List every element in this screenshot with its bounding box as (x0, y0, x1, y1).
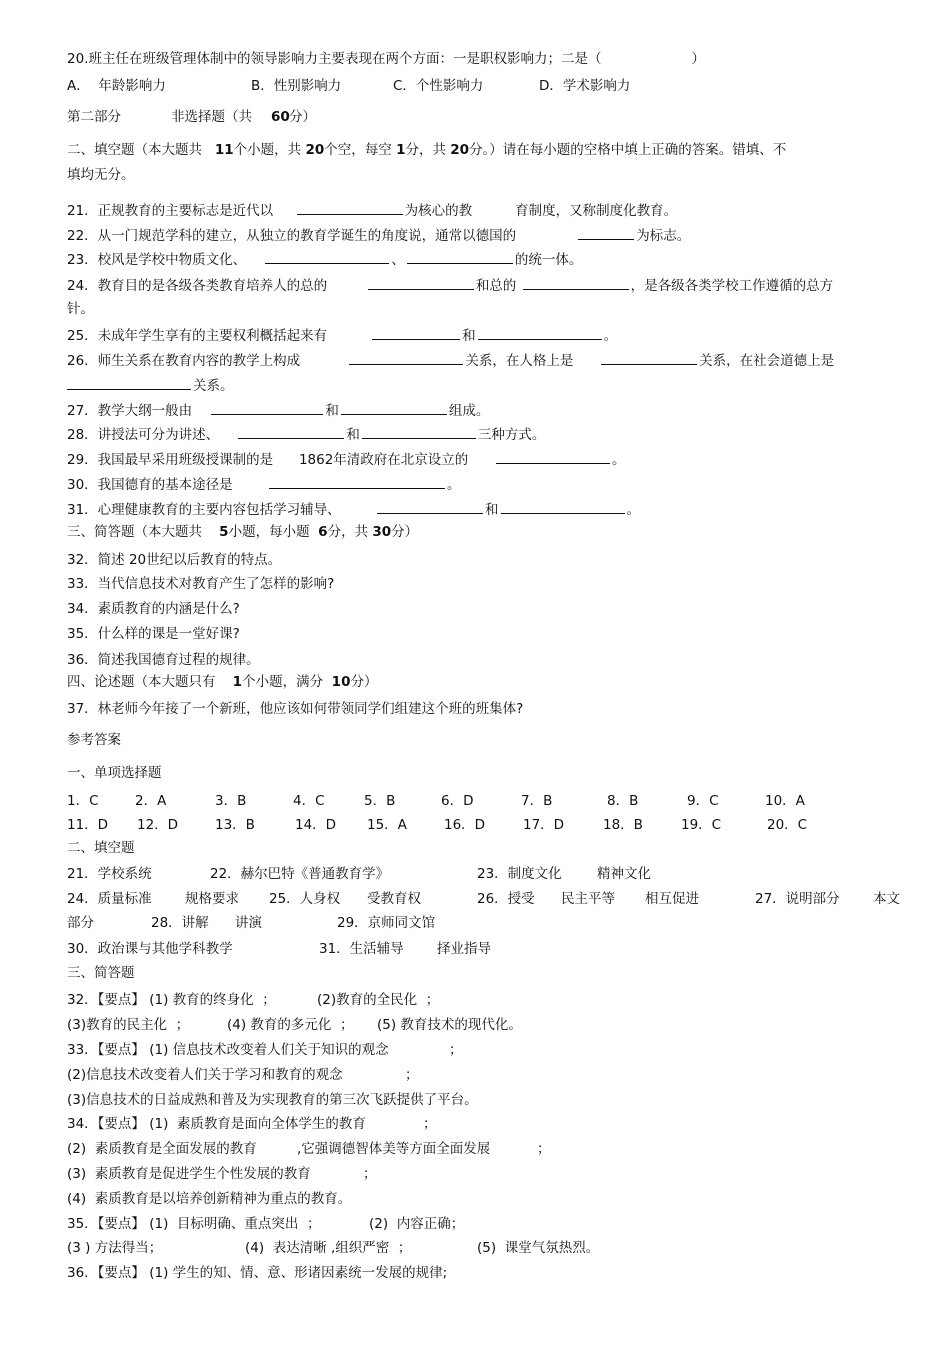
text-segment: 12．D (137, 817, 179, 833)
question-22 (67, 226, 690, 245)
text-segment: 6 (318, 524, 328, 540)
text-segment: 24．质量标准 (67, 891, 152, 907)
text-segment: 个空，每空 (324, 142, 392, 158)
text-segment: ； (449, 1042, 463, 1058)
text-segment: 1862年清政府在北京设立的 (298, 452, 469, 468)
text-segment: ； (363, 1166, 377, 1182)
text-segment: (3 ) 方法得当； (67, 1240, 163, 1256)
answer-blank (407, 250, 513, 264)
question-20 (67, 50, 705, 68)
text-segment: 择业指导 (437, 941, 491, 957)
text-segment: 26．授受 (477, 891, 535, 907)
text-segment: 22．从一门规范学科的建立，从独立的教育学诞生的角度说，通常以德国的 (67, 228, 517, 244)
text-segment: 25．人身权 (269, 891, 341, 907)
question-32: 32．简述 20世纪以后教育的特点。 (67, 552, 282, 568)
answer-blank (578, 226, 634, 240)
text-segment: 5 (219, 524, 229, 540)
text-segment: 讲演 (235, 915, 262, 931)
text-segment: 民主平等 (561, 891, 615, 907)
text-segment: 规格要求 (185, 891, 239, 907)
text-segment: 17．D (523, 817, 565, 833)
text-segment: 和 (346, 427, 360, 443)
answer-blank (297, 201, 403, 215)
text-segment: 34．【要点】 (1) 素质教育是面向全体学生的教育 (67, 1116, 366, 1132)
text-segment: 相互促进 (645, 891, 699, 907)
text-segment: 13．B (215, 817, 255, 833)
text-segment: 6．D (441, 793, 474, 809)
text-segment: 2．A (135, 793, 167, 809)
question-26-cont (67, 376, 234, 395)
question-37: 37．林老师今年接了一个新班，他应该如何带领同学们组建这个班的班集体? (67, 701, 524, 717)
text-segment: 30．我国德育的基本途径是 (67, 477, 233, 493)
text-segment: 关系。 (193, 378, 234, 394)
text-segment: 非选择题（共 (171, 109, 252, 125)
question-30 (67, 475, 461, 494)
text-segment: (4) 表达清晰 ,组织严密 ； (245, 1240, 412, 1256)
text-segment: (2)教育的全民化 ； (317, 992, 440, 1008)
text-segment: 3．B (215, 793, 247, 809)
text-segment: 29．京师同文馆 (337, 915, 436, 931)
question-35: 35．什么样的课是一堂好课? (67, 626, 240, 642)
answer-blank (523, 276, 629, 290)
text-segment: 19．C (681, 817, 722, 833)
text-segment: 23．校风是学校中物质文化、 (67, 252, 247, 268)
text-segment: 。 (612, 452, 626, 468)
question-33: 33．当代信息技术对教育产生了怎样的影响? (67, 576, 335, 592)
answer-blank (601, 351, 697, 365)
answer-blank (501, 500, 625, 514)
text-segment: 14．D (295, 817, 337, 833)
question-24 (67, 276, 833, 295)
text-segment: 分，共 (327, 524, 369, 540)
text-segment: 分） (391, 524, 419, 540)
text-segment: 1 (232, 674, 243, 690)
text-segment: 部分 (67, 915, 94, 931)
text-segment: 三、简答题（本大题共 (67, 524, 202, 540)
text-segment: 20 (450, 142, 470, 158)
text-segment: 29．我国最早采用班级授课制的是 (67, 452, 274, 468)
text-segment: 为标志。 (636, 228, 691, 244)
question-23 (67, 250, 582, 269)
short-answers-title: 三、简答题 (67, 965, 135, 981)
text-segment: 22．赫尔巴特《普通教育学》 (210, 866, 390, 882)
text-segment: 10．A (765, 793, 805, 809)
text-segment: 28．讲授法可分为讲述、 (67, 427, 220, 443)
text-segment: 20 (305, 142, 325, 158)
text-segment: (5) 课堂气氛热烈。 (477, 1240, 600, 1256)
text-segment: 分，共 (405, 142, 446, 158)
text-segment: (2)信息技术改变着人们关于学习和教育的观念 (67, 1067, 343, 1083)
text-segment: (4) 素质教育是以培养创新精神为重点的教育。 (67, 1191, 352, 1207)
text-segment: 8．B (607, 793, 639, 809)
text-segment: ； (537, 1141, 551, 1157)
text-segment: (5) 教育技术的现代化。 (377, 1017, 522, 1033)
text-segment: 27．说明部分 (755, 891, 840, 907)
option-d: D．学术影响力 (539, 78, 631, 94)
question-21 (67, 201, 677, 220)
text-segment: 24．教育目的是各级各类教育培养人的总的 (67, 278, 328, 294)
text-segment: 60 (271, 109, 290, 125)
question-36: 36．简述我国德育过程的规律。 (67, 652, 260, 668)
text-segment: 9．C (687, 793, 719, 809)
text-segment: 11．D (67, 817, 109, 833)
text-segment: (4) 教育的多元化 ； (227, 1017, 354, 1033)
text-segment: 。 (603, 328, 618, 344)
text-segment: ） (691, 51, 705, 67)
text-segment: ,它强调德智体美等方面全面发展 (297, 1141, 491, 1157)
text-segment: 受教育权 (367, 891, 421, 907)
text-segment: 18．B (603, 817, 643, 833)
text-segment: 本文 (873, 891, 900, 907)
text-segment: 个小题，满分 (242, 674, 324, 690)
text-segment: 分） (350, 674, 378, 690)
answer-blank (478, 326, 602, 340)
answer-blank (269, 475, 445, 489)
answer-blank (368, 276, 474, 290)
text-segment: 的统一体。 (514, 252, 583, 268)
text-segment: 4．C (293, 793, 325, 809)
option-a: A． 年龄影响力 (67, 78, 166, 94)
text-segment: 36．【要点】 (1) 学生的知、情、意、形诸因素统一发展的规律; (67, 1265, 448, 1281)
text-segment: 二、填空题（本大题共 (67, 142, 202, 158)
answer-blank (238, 425, 344, 439)
text-segment: ，是各级各类学校工作遵循的总方 (630, 278, 834, 294)
question-29 (67, 450, 626, 469)
text-segment: 21．正规教育的主要标志是近代以 (67, 203, 274, 219)
text-segment: 小题，每小题 (228, 524, 310, 540)
text-segment: 10 (331, 674, 351, 690)
text-segment: 、 (391, 252, 405, 268)
text-segment: 和总的 (475, 278, 517, 294)
text-segment: 16．D (444, 817, 486, 833)
mc-answers-title: 一、单项选择题 (67, 765, 162, 781)
question-34: 34．素质教育的内涵是什么? (67, 601, 240, 617)
text-segment: 31．生活辅导 (319, 941, 404, 957)
text-segment: 个小题，共 (233, 142, 302, 158)
text-segment: 。 (447, 477, 461, 493)
text-segment: 26．师生关系在教育内容的教学上构成 (67, 353, 301, 369)
text-segment: (3)信息技术的日益成熟和普及为实现教育的第三次飞跃提供了平台。 (67, 1092, 478, 1108)
answer-blank (265, 250, 389, 264)
text-segment: 。 (626, 502, 641, 518)
text-segment: 32．【要点】 (1) 教育的终身化 ； (67, 992, 276, 1008)
text-segment: (3)教育的民主化 ； (67, 1017, 190, 1033)
short-answer-heading (67, 523, 418, 541)
text-segment: 27．教学大纲一般由 (67, 403, 193, 419)
text-segment: ； (423, 1116, 437, 1132)
text-segment: 30 (372, 524, 392, 540)
question-28 (67, 425, 545, 444)
text-segment: (3) 素质教育是促进学生个性发展的教育 (67, 1166, 311, 1182)
text-segment: 5．B (364, 793, 396, 809)
text-segment: 30．政治课与其他学科教学 (67, 941, 233, 957)
text-segment: 分） (289, 109, 316, 125)
question-27 (67, 401, 489, 420)
text-segment: 35．【要点】 (1) 目标明确、重点突出 ； (67, 1216, 321, 1232)
text-segment: 33．【要点】 (1) 信息技术改变着人们关于知识的观念 (67, 1042, 389, 1058)
text-segment: 为核心的教 (404, 203, 473, 219)
text-segment: 关系，在人格上是 (465, 353, 574, 369)
text-segment: 11 (214, 142, 234, 158)
text-segment: 精神文化 (597, 866, 651, 882)
text-segment: 15．A (367, 817, 407, 833)
text-segment: 和 (325, 403, 339, 419)
text-segment: 分。）请在每小题的空格中填上正确的答案。错填、不 (469, 142, 787, 158)
question-26 (67, 351, 834, 370)
text-segment: 1．C (67, 793, 99, 809)
text-segment: 21．学校系统 (67, 866, 152, 882)
question-24-cont: 针。 (67, 301, 94, 317)
text-segment: 7．B (521, 793, 553, 809)
answer-blank (372, 326, 460, 340)
answer-blank (211, 401, 323, 415)
text-segment: 和 (462, 328, 476, 344)
answer-blank (496, 450, 610, 464)
text-segment: 28．讲解 (151, 915, 209, 931)
text-segment: 第二部分 (67, 109, 121, 125)
text-segment: 31．心理健康教育的主要内容包括学习辅导、 (67, 502, 341, 518)
text-segment: (2) 素质教育是全面发展的教育 (67, 1141, 257, 1157)
text-segment: 1 (396, 142, 406, 158)
answer-blank (377, 500, 483, 514)
question-31 (67, 500, 640, 519)
text-segment: 育制度，又称制度化教育。 (515, 203, 678, 219)
question-25 (67, 326, 617, 345)
text-segment: 20．C (767, 817, 808, 833)
answers-title: 参考答案 (67, 732, 121, 748)
text-segment: 20.班主任在班级管理体制中的领导影响力主要表现在两个方面：一是职权影响力；二是（ (67, 51, 602, 67)
answer-blank (341, 401, 447, 415)
text-segment: 和 (485, 502, 499, 518)
answer-blank (349, 351, 463, 365)
text-segment: ； (405, 1067, 419, 1083)
fill-section-heading-line2: 填均无分。 (67, 167, 135, 183)
fill-section-heading (67, 141, 786, 159)
option-b: B．性别影响力 (251, 78, 342, 94)
answer-blank (362, 425, 476, 439)
text-segment: (2) 内容正确； (369, 1216, 465, 1232)
text-segment: 关系，在社会道德上是 (699, 353, 835, 369)
fill-answers-title: 二、填空题 (67, 840, 135, 856)
text-segment: 四、论述题（本大题只有 (67, 674, 216, 690)
essay-heading (67, 673, 377, 691)
text-segment: 组成。 (448, 403, 490, 419)
text-segment: 25．未成年学生享有的主要权利概括起来有 (67, 328, 328, 344)
answer-blank (67, 376, 191, 390)
option-c: C．个性影响力 (393, 78, 484, 94)
text-segment: 三种方式。 (477, 427, 546, 443)
text-segment: 23．制度文化 (477, 866, 562, 882)
